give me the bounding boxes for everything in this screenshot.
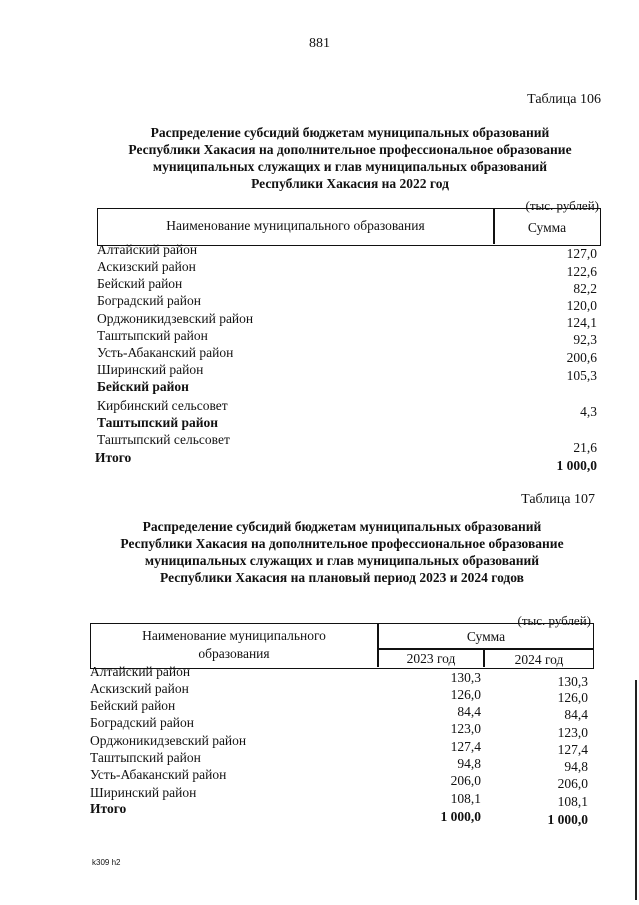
value-2024: 123,0 <box>557 725 588 740</box>
value-2024: 206,0 <box>557 776 588 791</box>
table-row-name: Орджоникидзевский район <box>97 311 254 326</box>
table-row-name: Бейский район <box>90 698 176 713</box>
table-row-value: 200,6 <box>566 350 597 365</box>
table-107-label: Таблица 107 <box>521 492 595 507</box>
table-group-heading: Бейский район <box>97 379 189 394</box>
table-row-name: Ширинский район <box>90 785 197 800</box>
table-row-name: Кирбинский сельсовет <box>97 398 228 413</box>
table-row-value: 4,3 <box>580 404 597 419</box>
table-106-header <box>97 208 601 246</box>
table-row-value: 122,6 <box>566 264 597 279</box>
title-line: муниципальных служащих и глав муниципальных образований <box>144 553 540 568</box>
title-line: Республики Хакасия на дополнительное профессиональное образование <box>120 536 564 551</box>
value-2023: 123,0 <box>450 721 481 736</box>
title-line: Республики Хакасия на 2022 год <box>251 176 449 191</box>
value-2024: 108,1 <box>557 794 588 809</box>
value-2023: 127,4 <box>450 739 481 754</box>
title-line: Республики Хакасия на плановый период 2023 и 2024 годов <box>160 570 524 585</box>
table-row-value: 92,3 <box>573 332 597 347</box>
value-2023: 206,0 <box>450 773 481 788</box>
header-year-2023: 2023 год <box>406 651 456 666</box>
value-2023: 126,0 <box>450 687 481 702</box>
table-row-name: Таштыпский район <box>97 328 208 343</box>
title-line: муниципальных служащих и глав муниципальных образований <box>152 159 548 174</box>
table-row-name: Бейский район <box>97 276 183 291</box>
table-row-name: Усть-Абаканский район <box>90 767 227 782</box>
table-107-title <box>62 518 622 586</box>
table-row-name: Усть-Абаканский район <box>97 345 234 360</box>
table-row-name: Орджоникидзевский район <box>90 733 247 748</box>
table-106-title <box>70 124 630 192</box>
header-name-line2: образования <box>198 646 270 661</box>
table-row-name: Боградский район <box>97 293 201 308</box>
table-group-heading: Таштыпский район <box>97 415 219 430</box>
title-line: Распределение субсидий бюджетам муниципальных образований <box>142 519 542 534</box>
table-row-value: 105,3 <box>566 368 597 383</box>
total-2024: 1 000,0 <box>547 812 588 827</box>
header-name-line1: Наименование муниципального <box>142 628 326 643</box>
table-row-name: Ширинский район <box>97 362 204 377</box>
table-row-value: 120,0 <box>566 298 597 313</box>
table-row-name: Аскизский район <box>97 259 196 274</box>
table-row-name: Таштыпский район <box>90 750 201 765</box>
table-106-label: Таблица 106 <box>527 92 601 107</box>
total-value: 1 000,0 <box>556 458 597 473</box>
value-2024: 130,3 <box>557 674 588 689</box>
table-107-header <box>90 623 594 669</box>
header-sum: Сумма <box>466 629 506 644</box>
footer-code: k309 h2 <box>92 858 121 867</box>
value-2024: 94,8 <box>564 759 588 774</box>
table-row-name: Алтайский район <box>97 242 198 257</box>
table-row-name: Боградский район <box>90 715 194 730</box>
total-label: Итого <box>95 450 132 465</box>
title-line: Распределение субсидий бюджетам муниципальных образований <box>150 125 550 140</box>
page-number: 881 <box>309 36 330 51</box>
total-2023: 1 000,0 <box>440 809 481 824</box>
table-row-name: Алтайский район <box>90 664 191 679</box>
value-2023: 130,3 <box>450 670 481 685</box>
value-2024: 126,0 <box>557 690 588 705</box>
header-name: Наименование муниципального образования <box>166 218 425 233</box>
table-107-units: (тыс. рублей) <box>517 613 591 628</box>
table-row-name: Аскизский район <box>90 681 189 696</box>
table-106-units: (тыс. рублей) <box>525 198 599 213</box>
value-2024: 127,4 <box>557 742 588 757</box>
header-subdivider <box>377 648 593 650</box>
header-sum: Сумма <box>527 220 567 235</box>
value-2023: 108,1 <box>450 791 481 806</box>
value-2024: 84,4 <box>564 707 588 722</box>
title-line: Республики Хакасия на дополнительное профессиональное образование <box>128 142 572 157</box>
value-2023: 84,4 <box>457 704 481 719</box>
scan-edge <box>635 680 637 900</box>
total-label: Итого <box>90 801 127 816</box>
table-row-value: 82,2 <box>573 281 597 296</box>
table-row-value: 21,6 <box>573 440 597 455</box>
table-row-name: Таштыпский сельсовет <box>97 432 230 447</box>
table-row-value: 124,1 <box>566 315 597 330</box>
table-row-value: 127,0 <box>566 246 597 261</box>
header-year-2024: 2024 год <box>514 652 564 667</box>
value-2023: 94,8 <box>457 756 481 771</box>
